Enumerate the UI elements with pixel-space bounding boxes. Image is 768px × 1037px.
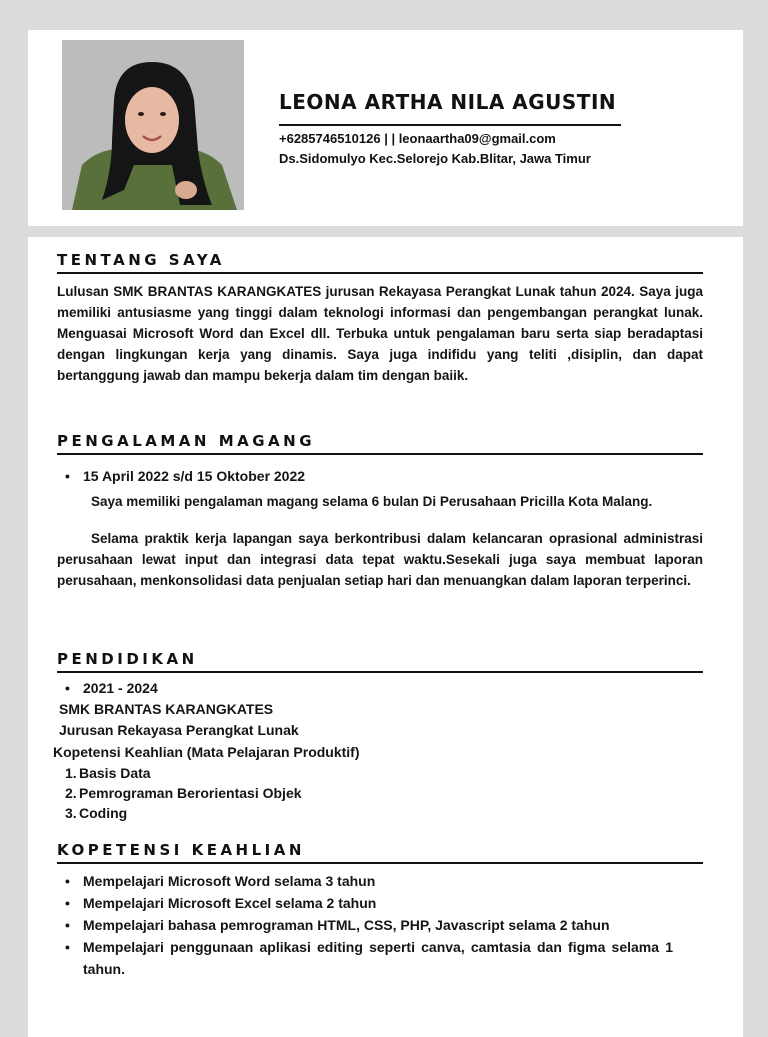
name-underline — [279, 124, 621, 126]
bullet-icon: • — [65, 873, 70, 889]
section-divider — [57, 272, 703, 274]
list-item: • Mempelajari Microsoft Word selama 3 tahun — [57, 870, 703, 892]
internship-paragraph-2: Selama praktik kerja lapangan saya berkontribusi dalam kelancaran oprasional administrasi perusahaan lewat input dan integrasi data tepat waktu.Sesekali juga saya membuat laporan perusahaan, menkonsolidasi data penjualan setiap hari dan menuangkan dalam laporan terperinci. — [57, 531, 703, 588]
section-title-internship: PENGALAMAN MAGANG — [57, 432, 316, 450]
section-title-education: PENDIDIKAN — [57, 650, 198, 668]
bullet-icon: • — [65, 468, 70, 484]
period-text: 15 April 2022 s/d 15 Oktober 2022 — [83, 468, 306, 484]
skills-list — [57, 870, 703, 980]
competency-heading: Kopetensi Keahlian (Mata Pelajaran Produktif) — [53, 744, 360, 760]
bullet-icon: • — [65, 939, 70, 955]
education-section — [53, 649, 703, 823]
section-title-skills: KOPETENSI KEAHLIAN — [57, 841, 305, 859]
internship-section — [57, 431, 703, 591]
major: Jurusan Rekayasa Perangkat Lunak — [59, 722, 299, 738]
profile-photo — [62, 40, 244, 210]
section-divider — [57, 862, 703, 864]
subject-list — [57, 763, 703, 823]
internship-paragraph-1: Saya memiliki pengalaman magang selama 6 bulan Di Perusahaan Pricilla Kota Malang. — [91, 494, 653, 509]
bullet-icon: • — [65, 917, 70, 933]
section-divider — [57, 671, 703, 673]
bullet-icon: • — [65, 680, 70, 696]
bullet-icon: • — [65, 895, 70, 911]
school-name: SMK BRANTAS KARANGKATES — [59, 701, 274, 717]
section-divider — [57, 453, 703, 455]
candidate-name: LEONA ARTHA NILA AGUSTIN — [279, 90, 617, 114]
internship-period — [57, 465, 703, 487]
list-item: 3. Coding — [65, 805, 128, 821]
about-section — [57, 250, 703, 386]
education-years — [57, 677, 703, 699]
list-item: 1. Basis Data — [65, 765, 151, 781]
body-card — [28, 237, 743, 1037]
list-item: • Mempelajari Microsoft Excel selama 2 tahun — [57, 892, 703, 914]
section-title-about: TENTANG SAYA — [57, 251, 225, 269]
list-item: 2. Pemrograman Berorientasi Objek — [65, 785, 302, 801]
list-item: • Mempelajari bahasa pemrograman HTML, CSS, PHP, Javascript selama 2 tahun — [57, 914, 703, 936]
address: Ds.Sidomulyo Kec.Selorejo Kab.Blitar, Jawa Timur — [279, 151, 591, 166]
person-photo-icon — [62, 40, 244, 210]
list-item: • Mempelajari penggunaan aplikasi editing seperti canva, camtasia dan figma selama 1 tahun. — [57, 936, 703, 980]
skills-section — [57, 840, 703, 980]
contact-info: +6285746510126 | | leonaartha09@gmail.com — [279, 131, 556, 146]
years-text: 2021 - 2024 — [83, 680, 158, 696]
about-text: Lulusan SMK BRANTAS KARANGKATES jurusan Rekayasa Perangkat Lunak tahun 2024. Saya juga memiliki antusiasme yang tinggi dalam teknologi informasi dan pengembangan perangkat lunak. Menguasai Microsoft Word dan Excel dll. Terbuka untuk pengalaman baru serta siap beradaptasi dengan lingkungan kerja yang dinamis. Saya juga indifidu yang teliti ,disiplin, dan dapat bertanggung jawab dan mampu bekerja dalam tim dengan baiik. — [57, 284, 703, 383]
header-card — [28, 30, 743, 226]
